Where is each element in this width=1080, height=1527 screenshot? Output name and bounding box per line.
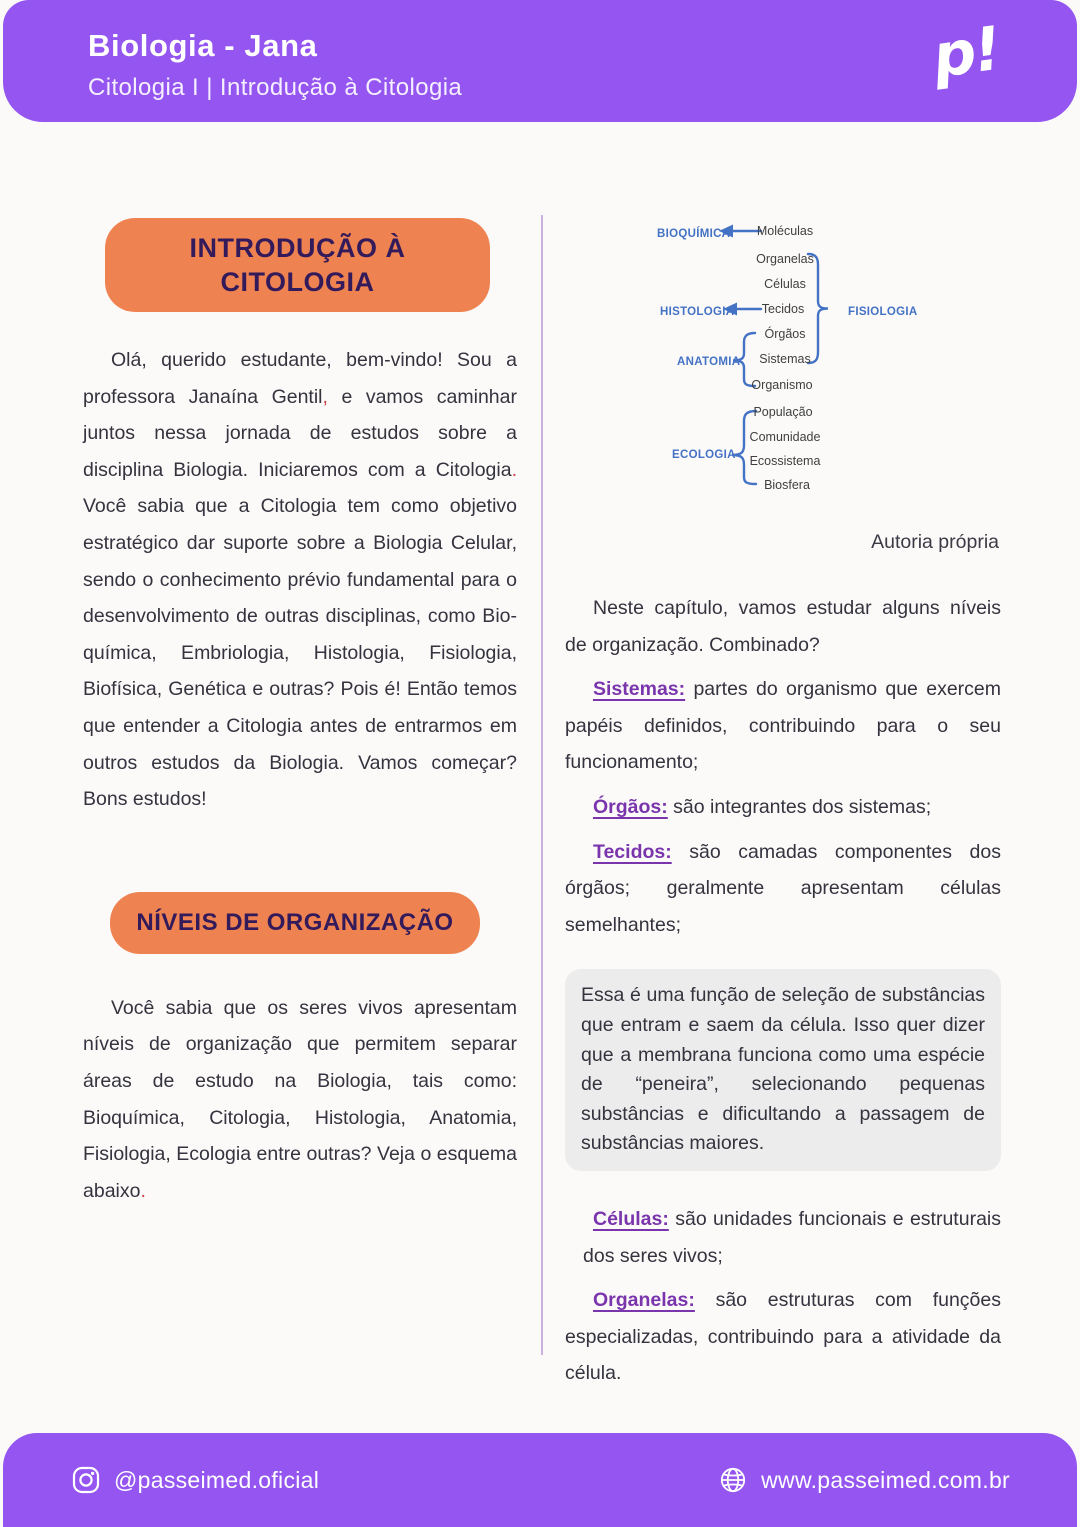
left-column [83, 218, 517, 1209]
page-subtitle: Citologia I | Introdução à Citologia [88, 74, 463, 101]
niveis-text: Você sabia que os seres vivos apresentam níveis de organização que permitem separar áreas de estudo na Biologia, tais como: Bioquímica, Citologia, Histologia, Anatomia, Fisiologia, Ecologia entre outras? Veja o esquema abaixo [83, 996, 517, 1202]
header-bar [3, 0, 1077, 122]
instagram-handle: @passeimed.oficial [114, 1466, 320, 1493]
intro-text-3: Você sabia que a Citologia tem como objetivo estratégico dar suporte sobre a Biologia Celular, sendo o conhecimento prévio fundamental para o desenvolvimento de outras disciplinas, como Bioquímica, Embriologia, Histologia, Fisiologia, Biofísica, Genética e outras? Pois é! Então temos que entender a Citologia antes de entrarmos em outros estudos da Biologia. Vamos começar? Bons estudos! [83, 495, 517, 811]
diagram-item-populacao: População [753, 405, 813, 419]
term-organelas: Organelas: [593, 1289, 695, 1312]
brand-logo-icon: p! [928, 13, 1004, 93]
definition-celulas [565, 1201, 1001, 1274]
section-badge-introducao: INTRODUÇÃO À CITOLOGIA [105, 218, 490, 312]
diagram-label-ecologia: ECOLOGIA [672, 449, 736, 461]
term-celulas: Células: [593, 1207, 669, 1230]
definition-orgaos [565, 789, 1001, 826]
definition-celulas-text: são unidades funcionais e estruturais dos seres vivos; [583, 1207, 1001, 1267]
diagram-item-tecidos: Tecidos [761, 302, 805, 316]
section-badge-niveis: NÍVEIS DE ORGANIZAÇÃO [110, 892, 480, 954]
chapter-intro-paragraph: Neste capítulo, vamos estudar alguns níveis de organização. Combinado? [565, 597, 1001, 656]
definition-sistemas [565, 671, 1001, 781]
website-link[interactable] [719, 1466, 1010, 1494]
diagram-item-organelas: Organelas [756, 252, 814, 266]
diagram-label-histologia: HISTOLOGIA [660, 306, 735, 318]
definition-orgaos-text: são integrantes dos sistemas; [667, 795, 932, 818]
diagram-item-comunidade: Comunidade [749, 430, 821, 444]
diagram-item-orgaos: Órgãos [764, 327, 806, 341]
intro-text-2: e vamos caminhar juntos nessa jornada de estudos sobre a disciplina Biologia. Iniciaremos com a Citologia [83, 385, 517, 481]
diagram-item-sistemas: Sistemas [759, 352, 811, 366]
diagram-item-organismo: Organismo [751, 378, 813, 392]
definition-organelas [565, 1282, 1001, 1392]
organization-levels-diagram [565, 218, 1001, 503]
intro-paragraph [83, 342, 517, 818]
term-sistemas: Sistemas: [593, 678, 686, 701]
definition-tecidos [565, 834, 1001, 944]
diagram-label-anatomia: ANATOMIA [677, 356, 741, 368]
definition-organelas-text: são estruturas com funções especializadas, contribuindo para a atividade da célula. [565, 1289, 1001, 1385]
instagram-icon [72, 1466, 100, 1494]
page-title: Biologia - Jana [88, 28, 318, 63]
diagram-item-celulas: Células [764, 277, 806, 291]
right-column [565, 218, 1001, 1392]
diagram-item-moleculas: Moléculas [756, 224, 814, 238]
red-period-2: . [140, 1179, 146, 1202]
intro-text-1: Olá, querido estudante, bem-vindo! Sou a professora Janaína Gentil [83, 349, 517, 408]
website-url: www.passeimed.com.br [761, 1466, 1010, 1493]
diagram-caption: Autoria própria [871, 531, 999, 553]
diagram-label-bioquimica: BIOQUÍMICA [657, 228, 731, 240]
red-comma: , [322, 385, 328, 408]
column-divider [541, 215, 543, 1355]
diagram-item-ecossistema: Ecossistema [749, 454, 821, 468]
instagram-handle-link[interactable] [72, 1466, 319, 1494]
niveis-paragraph [83, 990, 517, 1210]
footer-bar [3, 1433, 1077, 1527]
term-tecidos: Tecidos: [593, 840, 672, 863]
diagram-item-biosfera: Biosfera [764, 478, 810, 492]
globe-icon [719, 1466, 747, 1494]
membrane-note-box: Essa é uma função de seleção de substâncias que entram e saem da célula. Isso quer dizer que a membrana funciona como uma espécie de “peneira”, selecionando pequenas substâncias e dificultando a passagem de substâncias maiores. [565, 969, 1001, 1171]
red-period: . [511, 458, 517, 481]
definition-tecidos-text: são camadas componentes dos órgãos; geralmente apresentam células semelhantes; [565, 840, 1001, 936]
term-orgaos: Órgãos: [593, 795, 668, 818]
definition-sistemas-text: partes do organismo que exercem papéis definidos, contribuindo para o seu funcionamento; [565, 678, 1001, 774]
diagram-label-fisiologia: FISIOLOGIA [848, 306, 918, 318]
